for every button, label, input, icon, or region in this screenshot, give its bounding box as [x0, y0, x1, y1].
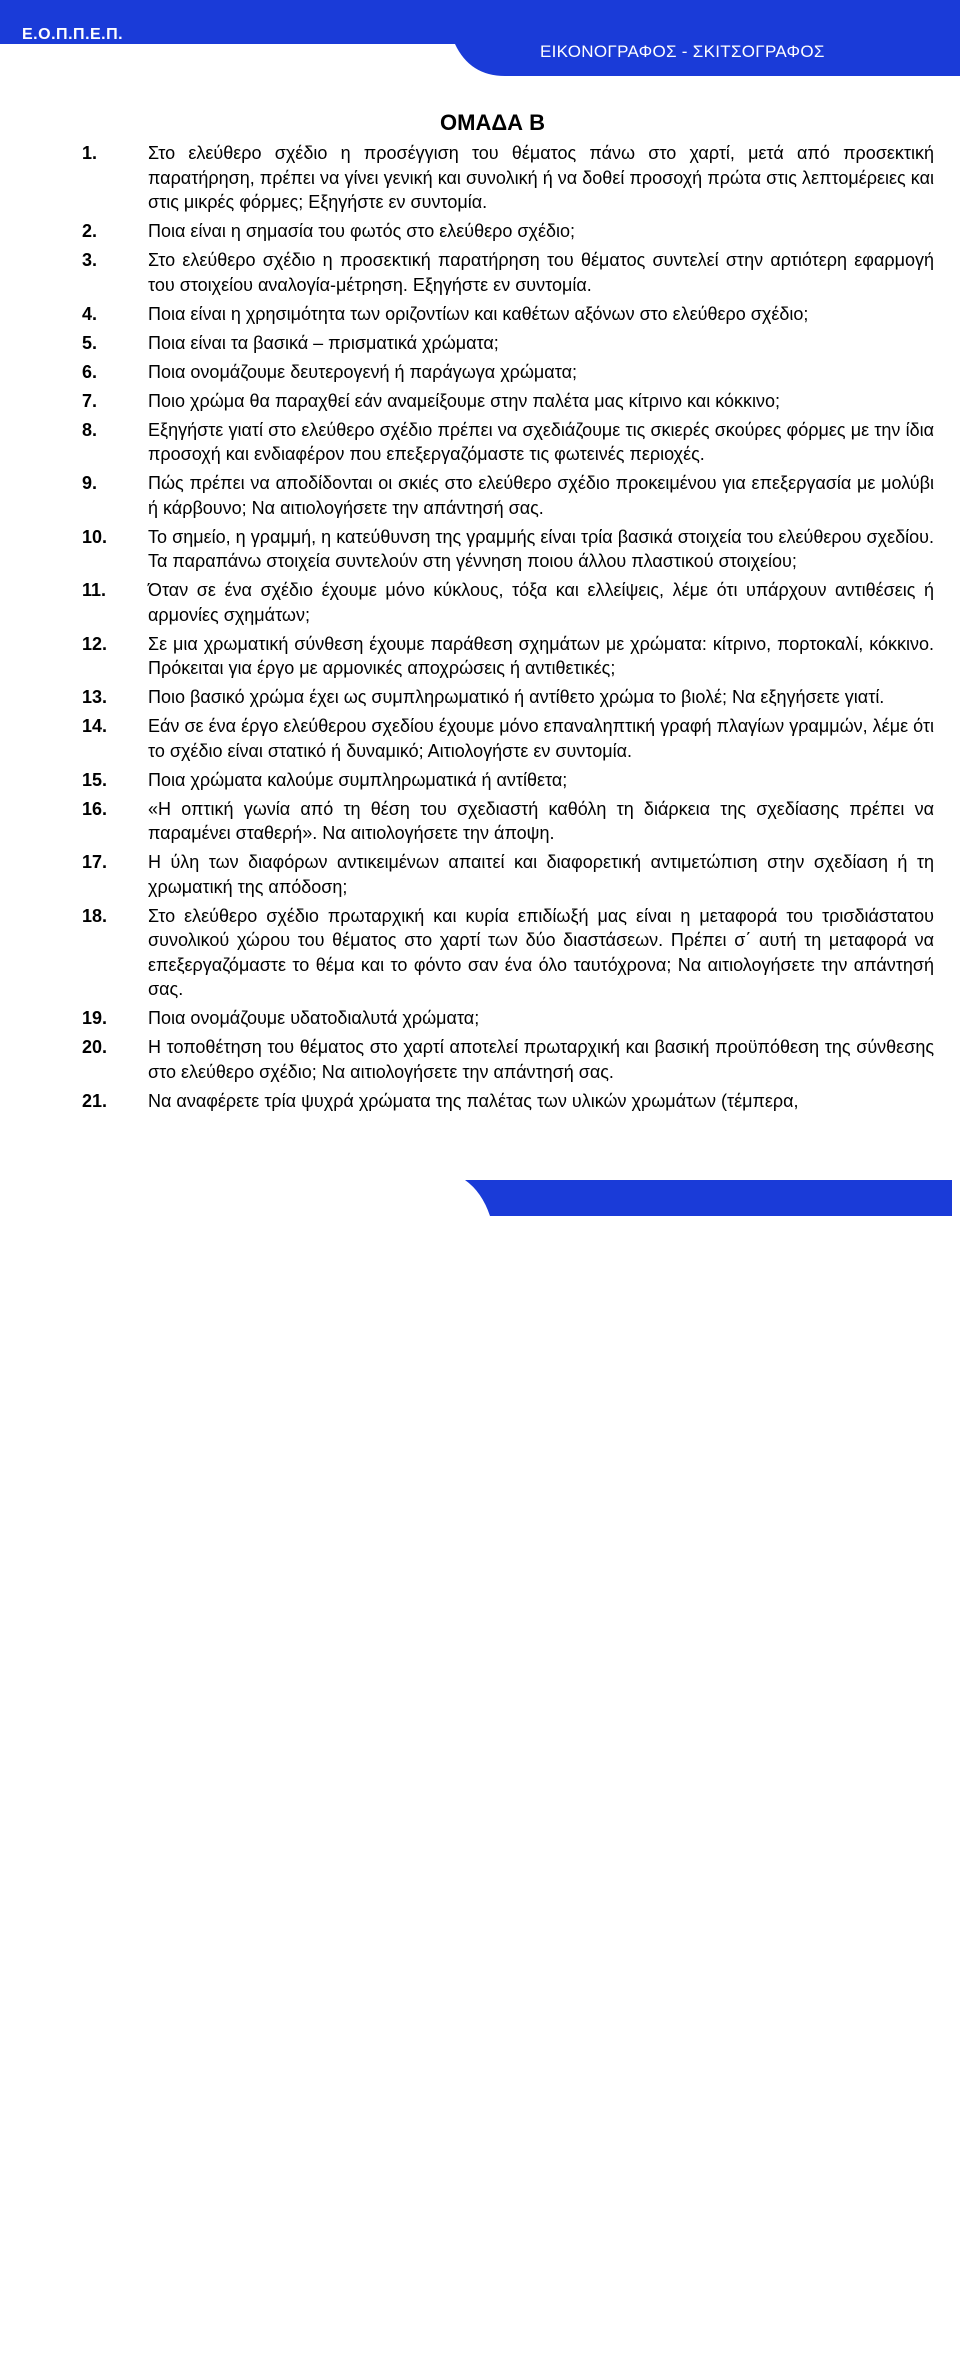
question-item: [82, 141, 934, 215]
question-number: 2.: [82, 221, 98, 241]
question-item: [82, 331, 934, 356]
question-number: 20.: [82, 1037, 108, 1057]
question-item: [82, 714, 934, 763]
question-text: «Η οπτική γωνία από τη θέση του σχεδιαστή καθόλη τη διάρκεια της σχεδίασης πρέπει να παραμένει σταθερή». Να αιτιολογήσετε την άποψη.: [148, 798, 934, 843]
question-number: 7.: [82, 390, 98, 411]
page-number: Σελίδα 6 από 16: [796, 2359, 927, 2379]
question-text: Να αναφέρετε τρία ψυχρά χρώματα της παλέτας των υλικών χρωμάτων (τέμπερα,: [148, 1090, 799, 1111]
question-text: Εξηγήστε γιατί στο ελεύθερο σχέδιο πρέπει να σχεδιάζουμε τις σκιερές σκούρες φόρμες με την ίδια προσοχή και ενδιαφέρον που επεξεργαζόμαστε τις φωτεινές περιοχές.: [148, 419, 934, 464]
question-item: [82, 471, 934, 520]
question-number: 18.: [82, 905, 108, 926]
question-item: [82, 418, 934, 467]
question-item: [82, 389, 934, 414]
question-text: Η ύλη των διαφόρων αντικειμένων απαιτεί και διαφορετική αντιμετώπιση στην σχεδίαση ή τη χρωματική της απόδοση;: [148, 852, 934, 897]
org-name: Ε.Ο.Π.Π.Ε.Π.: [22, 26, 124, 43]
question-text: Ποια ονομάζουμε υδατοδιαλυτά χρώματα;: [148, 1008, 480, 1028]
question-text: Ποια είναι η σημασία του φωτός στο ελεύθερο σχέδιο;: [148, 221, 576, 241]
question-text: Πώς πρέπει να αποδίδονται οι σκιές στο ελεύθερο σχέδιο προκειμένου για επεξεργασία με μολύβι ή κάρβουνο; Να αιτιολογήσετε την απάντησή σας.: [148, 473, 934, 518]
question-text: Το σημείο, η γραμμή, η κατεύθυνση της γραμμής είναι τρία βασικά στοιχεία του ελεύθερου σχεδίου. Τα παραπάνω στοιχεία συντελούν στη γέννηση ποιου άλλου πλαστικού στοιχείου;: [148, 526, 934, 571]
question-text: Στο ελεύθερο σχέδιο πρωταρχική και κυρία επιδίωξή μας είναι η μεταφορά του τρισδιάστατου συνολικού χώρου του θέματος στο χαρτί των δύο διαστάσεων. Πρέπει σ΄ αυτή τη μεταφορά να επεξεργαζόμαστε το θέμα και το φόντο σαν ένα όλο ταυτόχρονα; Να αιτιολογήσετε την απάντησή σας.: [148, 905, 934, 999]
question-item: [82, 797, 934, 846]
question-number: 19.: [82, 1008, 108, 1028]
question-number: 21.: [82, 1090, 108, 1111]
question-number: 16.: [82, 798, 108, 819]
footer-band: [0, 1172, 960, 2379]
question-number: 4.: [82, 303, 98, 324]
question-number: 15.: [82, 769, 108, 790]
question-item: [82, 578, 934, 627]
question-text: Στο ελεύθερο σχέδιο η προσεκτική παρατήρηση του θέματος συντελεί στην αρτιότερη εφαρμογή του στοιχείου αναλογία-μέτρηση. Εξηγήστε εν συντομία.: [148, 250, 934, 295]
question-item: [82, 1006, 934, 1031]
question-text: Ποια είναι η χρησιμότητα των οριζοντίων και καθέτων αξόνων στο ελεύθερο σχέδιο;: [148, 303, 809, 324]
question-number: 17.: [82, 852, 108, 872]
question-item: [82, 219, 934, 244]
question-number: 6.: [82, 361, 98, 382]
question-item: [82, 302, 934, 327]
question-text: Ποιο βασικό χρώμα έχει ως συμπληρωματικό ή αντίθετο χρώμα το βιολέ; Να εξηγήσετε γιατί.: [148, 687, 885, 707]
question-number: 3.: [82, 250, 98, 270]
question-number: 5.: [82, 332, 98, 353]
question-text: Σε μια χρωματική σύνθεση έχουμε παράθεση σχημάτων με χρώματα: κίτρινο, πορτοκαλί, κόκκινο. Πρόκειται για έργο με αρμονικές αποχρώσεις ή αντιθετικές;: [148, 633, 934, 678]
question-item: [82, 904, 934, 1002]
question-list: [82, 141, 934, 1118]
question-text: Όταν σε ένα σχέδιο έχουμε μόνο κύκλους, τόξα και ελλείψεις, λέμε ότι υπάρχουν αντιθέσεις ή αρμονίες σχημάτων;: [148, 580, 934, 625]
question-text: Ποιο χρώμα θα παραχθεί εάν αναμείξουμε στην παλέτα μας κίτρινο και κόκκινο;: [148, 390, 781, 411]
question-text: Ποια χρώματα καλούμε συμπληρωματικά ή αντίθετα;: [148, 769, 568, 790]
question-item: [82, 248, 934, 297]
group-title: ΟΜΑΔΑ Β: [440, 110, 546, 135]
question-number: 8.: [82, 419, 98, 440]
question-item: [82, 1035, 934, 1084]
header-band: [0, 0, 960, 76]
question-text: Ποια είναι τα βασικά – πρισματικά χρώματα;: [148, 332, 499, 353]
question-item: [82, 685, 934, 710]
question-item: [82, 850, 934, 899]
question-text: Η τοποθέτηση του θέματος στο χαρτί αποτελεί πρωταρχική και βασική προϋπόθεση της σύνθεσης στο ελεύθερο σχέδιο; Να αιτιολογήσετε την απάντησή σας.: [148, 1037, 934, 1082]
question-text: Ποια ονομάζουμε δευτερογενή ή παράγωγα χρώματα;: [148, 361, 577, 382]
question-number: 11.: [82, 580, 107, 600]
question-item: [82, 360, 934, 385]
question-item: [82, 525, 934, 574]
question-item: [82, 1089, 934, 1114]
question-item: [82, 768, 934, 793]
question-item: [82, 632, 934, 681]
document-title: ΕΙΚΟΝΟΓΡΑΦΟΣ - ΣΚΙΤΣΟΓΡΑΦΟΣ: [540, 42, 825, 61]
question-text: Στο ελεύθερο σχέδιο η προσέγγιση του θέματος πάνω στο χαρτί, μετά από προσεκτική παρατήρηση, πρέπει να γίνει γενική και συνολική ή να δοθεί προσοχή πρώτα στις λεπτομέρειες και στις μικρές φόρμες; Εξηγήστε εν συντομία.: [148, 143, 934, 212]
question-text: Εάν σε ένα έργο ελεύθερου σχεδίου έχουμε μόνο επαναληπτική γραφή πλαγίων γραμμών, λέμε ότι το σχέδιο είναι στατικό ή δυναμικό; Αιτιολογήστε εν συντομία.: [148, 716, 934, 761]
question-number: 1.: [82, 143, 98, 163]
question-number: 12.: [82, 633, 108, 654]
question-number: 14.: [82, 716, 108, 736]
question-number: 13.: [82, 687, 108, 707]
footer-band-shape: [0, 1172, 960, 1258]
question-number: 10.: [82, 526, 108, 547]
header-band-shape: [0, 0, 960, 76]
question-number: 9.: [82, 473, 98, 493]
